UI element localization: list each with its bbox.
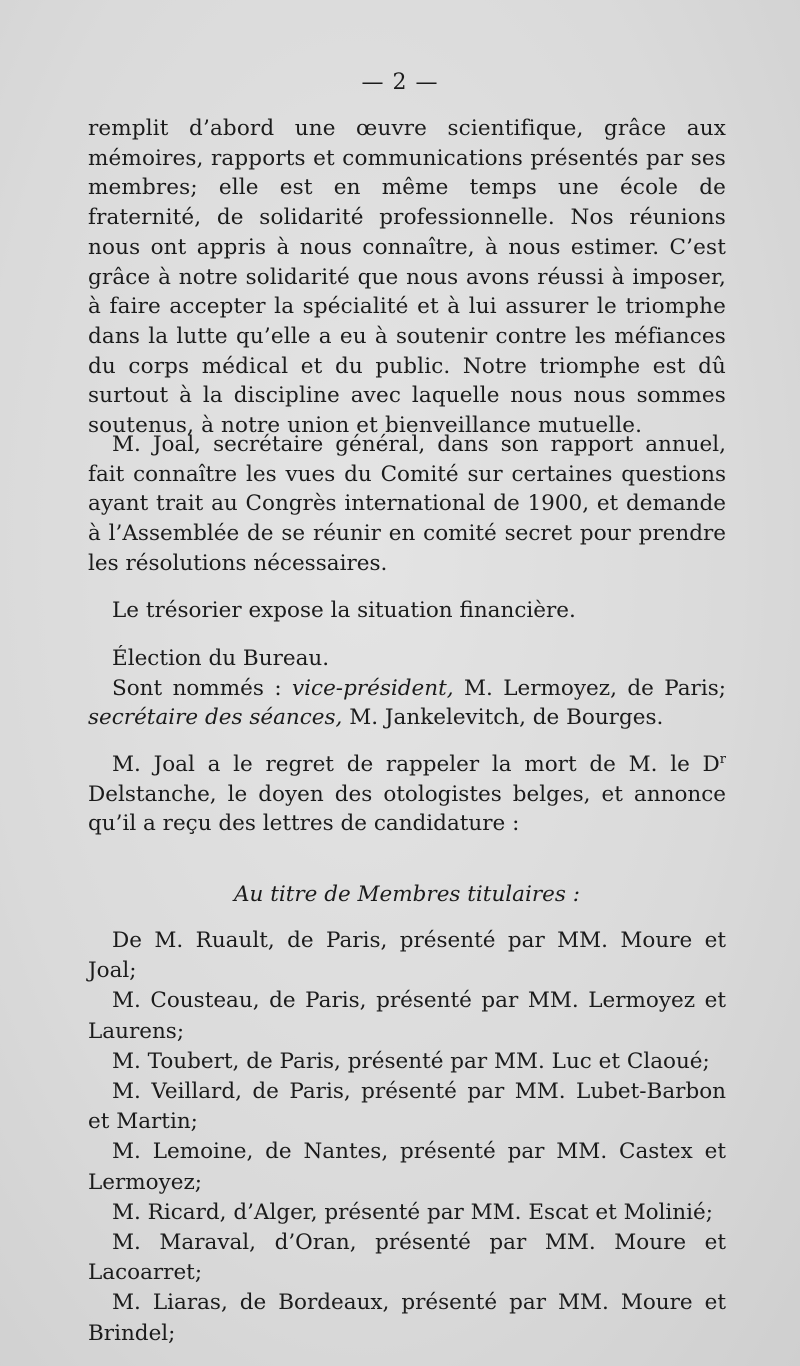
candidates-list <box>88 926 726 1349</box>
list-item: M. Maraval, d’Oran, présenté par MM. Moure et Lacoarret; <box>88 1230 726 1286</box>
paragraph-text: remplit d’abord une œuvre scientifique, grâce aux mémoires, rapports et communications présentés par ses membres; elle est en même temps une école de fraternité, de solidarité professionnelle. Nos réunions nous ont appris à nous connaître, à nous estimer. C’est grâce à notre solidarité que nous avons réussi à imposer, à faire accepter la spécialité et à lui assurer le triomphe dans la lutte qu’elle a eu à soutenir contre les méfiances du corps médical et du public. Notre triomphe est dû surtout à la discipline avec laquelle nous nous sommes soutenus, à notre union et bienveillance mutuelle. <box>88 116 726 439</box>
list-item: M. Ricard, d’Alger, présenté par MM. Escat et Molinié; <box>112 1199 714 1225</box>
text-run: M. Jankelevitch, de Bourges. <box>342 705 664 731</box>
paragraph-secretary-report <box>88 430 726 579</box>
text-run-italic: vice-président, <box>292 675 454 701</box>
text-run: Sont nommés : <box>112 675 293 701</box>
section-title: Au titre de Membres titulaires : <box>234 882 580 907</box>
paragraph-nominations <box>88 674 726 733</box>
paragraph-text: Le trésorier expose la situation financière. <box>112 598 576 623</box>
paragraph-treasurer <box>88 596 726 626</box>
list-item: M. Lemoine, de Nantes, présenté par MM. Castex et Lermoyez; <box>88 1139 726 1195</box>
paragraph-text: Élection du Bureau. <box>112 646 330 671</box>
page-number: — 2 — <box>361 70 439 95</box>
list-item: M. Toubert, de Paris, présenté par MM. Luc et Claoué; <box>112 1048 710 1074</box>
list-item: M. Liaras, de Bordeaux, présenté par MM. Moure et Brindel; <box>88 1290 726 1346</box>
paragraph-election <box>88 644 726 733</box>
text-run: M. Joal a le regret de rappeler la mort de M. le D <box>112 752 720 777</box>
paragraph-text <box>88 750 726 839</box>
section-heading-block <box>88 880 726 910</box>
list-item: De M. Ruault, de Paris, présenté par MM. Moure et Joal; <box>88 928 726 984</box>
list-item: M. Cousteau, de Paris, présenté par MM. Lermoyez et Laurens; <box>88 988 726 1044</box>
text-run-italic: secrétaire des séances, <box>88 705 343 731</box>
paragraph-obituary <box>88 750 726 839</box>
text-run: Delstanche, le doyen des otologistes belges, et annonce qu’il a reçu des lettres de candidature : <box>88 781 726 837</box>
text-run: M. Lermoyez, de Paris; <box>453 675 726 701</box>
paragraph-society-remarks <box>88 114 726 441</box>
list-item: M. Veillard, de Paris, présenté par MM. Lubet-Barbon et Martin; <box>88 1079 726 1135</box>
paragraph-text: M. Joal, secrétaire général, dans son rapport annuel, fait connaître les vues du Comité sur certaines questions ayant trait au Congrès international de 1900, et demande à l’Assemblée de se réunir en comité secret pour prendre les résolutions nécessaires. <box>88 432 726 576</box>
superscript: r <box>719 752 726 767</box>
